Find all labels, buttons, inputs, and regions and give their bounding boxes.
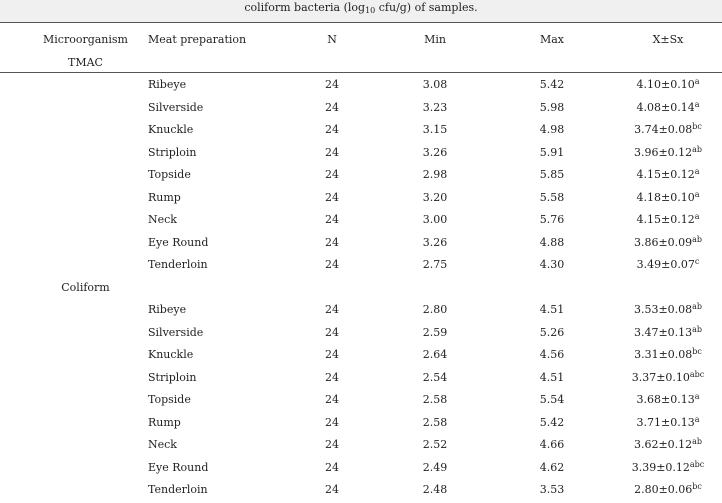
cell-meat-preparation: Neck (148, 213, 177, 226)
mean-sd-value: 4.15±0.12 (636, 168, 695, 181)
cell-min: 2.80 (422, 303, 448, 316)
cell-meat-preparation: Ribeye (148, 303, 187, 316)
cell-n: 24 (325, 168, 339, 181)
mean-sd-value: 3.71±0.13 (636, 415, 695, 429)
cell-mean-sd (618, 236, 718, 250)
header-rule (0, 72, 722, 73)
mean-sd-value: 3.53±0.08 (633, 303, 693, 316)
cell-max: 5.42 (539, 78, 565, 91)
cell-mean-sd (618, 371, 718, 385)
cell-max: 4.51 (539, 303, 565, 316)
cell-mean-sd (618, 303, 718, 317)
cell-n: 24 (325, 393, 339, 406)
significance-letters: a (694, 392, 700, 401)
caption-text: coliform bacteria ($\log_{10}$ cfu/g) of samples. (244, 1, 478, 15)
cell-mean-sd (618, 483, 718, 497)
mean-sd-value: 3.96±0.12 (633, 145, 693, 159)
cell-min: 3.00 (422, 213, 448, 226)
significance-letters: bc (692, 347, 702, 356)
cell-min: 2.75 (422, 258, 448, 271)
mean-sd-value: 4.08±0.14 (636, 100, 695, 114)
header-min: Min (424, 33, 446, 46)
cell-min: 2.52 (422, 438, 448, 451)
mean-sd-value: 3.49±0.07 (636, 258, 695, 271)
mean-sd-value: 3.39±0.12 (631, 460, 690, 474)
cell-meat-preparation: Ribeye (148, 78, 187, 91)
cell-min: 3.26 (422, 145, 448, 159)
cell-mean-sd (618, 438, 718, 452)
cell-max: 4.62 (539, 460, 565, 474)
cell-n: 24 (325, 438, 339, 451)
cell-min: 3.15 (422, 123, 448, 136)
cell-mean-sd (618, 416, 718, 430)
cell-mean-sd (618, 78, 718, 92)
cell-meat-preparation: Tenderloin (148, 483, 208, 496)
cell-mean-sd (618, 258, 718, 272)
significance-letters: ab (692, 302, 703, 311)
cell-min: 2.54 (422, 370, 448, 384)
cell-n: 24 (325, 370, 339, 384)
cell-mean-sd (618, 461, 718, 475)
significance-letters: bc (692, 122, 702, 131)
significance-letters: ab (692, 437, 703, 446)
header-mean-sd: X±Sx (652, 33, 684, 46)
cell-mean-sd (618, 146, 718, 160)
significance-letters: a (694, 167, 700, 176)
cell-meat-preparation: Silverside (148, 325, 204, 339)
cell-meat-preparation: Topside (148, 168, 191, 181)
cell-n: 24 (325, 348, 339, 361)
cell-meat-preparation: Tenderloin (148, 258, 208, 271)
cell-meat-preparation: Silverside (148, 100, 204, 114)
cell-n: 24 (325, 325, 339, 339)
cell-n: 24 (325, 460, 339, 474)
cell-mean-sd (618, 101, 718, 115)
header-meat-preparation: Meat preparation (148, 33, 247, 46)
cell-n: 24 (325, 483, 339, 496)
cell-meat-preparation: Knuckle (148, 123, 194, 136)
cell-mean-sd (618, 393, 718, 407)
significance-letters: a (694, 189, 700, 199)
header-n: N (327, 33, 337, 46)
cell-max: 5.54 (539, 393, 565, 406)
cell-max: 4.51 (539, 370, 565, 384)
cell-max: 5.42 (539, 415, 565, 429)
mean-sd-value: 4.18±0.10 (636, 190, 695, 204)
cell-min: 2.58 (422, 415, 448, 429)
cell-min: 3.08 (422, 78, 448, 91)
cell-meat-preparation: Rump (148, 190, 181, 204)
header-max: Max (539, 33, 565, 46)
table-caption (0, 0, 722, 23)
cell-max: 5.98 (539, 100, 565, 114)
mean-sd-value: 4.15±0.12 (636, 213, 695, 226)
cell-min: 3.23 (422, 100, 448, 114)
significance-letters: a (694, 77, 700, 86)
significance-letters: a (694, 212, 700, 221)
header-microorganism: Microorganism (43, 33, 128, 46)
mean-sd-value: 2.80±0.06 (634, 483, 693, 496)
cell-n: 24 (325, 303, 339, 316)
cell-n: 24 (325, 235, 339, 249)
cell-meat-preparation: Eye Round (148, 235, 209, 249)
cell-min: 2.58 (422, 393, 448, 406)
mean-sd-value: 4.10±0.10 (636, 78, 695, 91)
cell-min: 2.48 (422, 483, 448, 496)
cell-n: 24 (325, 78, 339, 91)
cell-n: 24 (325, 415, 339, 429)
cell-max: 4.98 (539, 123, 565, 136)
mean-sd-value: 3.86±0.09 (633, 235, 693, 249)
cell-min: 3.20 (422, 190, 448, 204)
mean-sd-value: 3.68±0.13 (636, 393, 695, 406)
cell-meat-preparation: Topside (148, 393, 191, 406)
cell-min: 3.26 (422, 235, 448, 249)
significance-letters: c (694, 257, 700, 266)
cell-mean-sd (618, 326, 718, 340)
cell-max: 3.53 (539, 483, 565, 496)
cell-n: 24 (325, 258, 339, 271)
cell-max: 5.58 (539, 190, 565, 204)
group-label-coliform: Coliform (61, 280, 110, 294)
mean-sd-value: 3.47±0.13 (633, 325, 693, 339)
cell-n: 24 (325, 123, 339, 136)
cell-min: 2.49 (422, 460, 448, 474)
cell-n: 24 (325, 100, 339, 114)
group-label-tmac: TMAC (68, 56, 103, 69)
mean-sd-value: 3.62±0.12 (633, 438, 693, 451)
mean-sd-value: 3.37±0.10 (631, 370, 690, 384)
cell-n: 24 (325, 190, 339, 204)
cell-max: 5.85 (539, 168, 565, 181)
cell-meat-preparation: Neck (148, 438, 177, 451)
cell-max: 5.26 (539, 325, 565, 339)
mean-sd-value: 3.31±0.08 (634, 348, 693, 361)
cell-meat-preparation: Striploin (148, 370, 197, 384)
cell-mean-sd (618, 213, 718, 227)
significance-letters: ab (692, 144, 703, 154)
significance-letters: abc (689, 459, 705, 469)
cell-max: 4.56 (539, 348, 565, 361)
cell-meat-preparation: Striploin (148, 145, 197, 159)
cell-n: 24 (325, 213, 339, 226)
cell-max: 4.88 (539, 235, 565, 249)
cell-mean-sd (618, 168, 718, 182)
cell-meat-preparation: Eye Round (148, 460, 209, 474)
cell-min: 2.64 (422, 348, 448, 361)
significance-letters: ab (692, 324, 703, 334)
cell-max: 5.91 (539, 145, 565, 159)
cell-mean-sd (618, 123, 718, 137)
significance-letters: a (694, 414, 700, 424)
cell-min: 2.98 (422, 168, 448, 181)
cell-meat-preparation: Knuckle (148, 348, 194, 361)
cell-max: 4.66 (539, 438, 565, 451)
significance-letters: abc (689, 369, 705, 379)
cell-mean-sd (618, 348, 718, 362)
cell-n: 24 (325, 145, 339, 159)
cell-meat-preparation: Rump (148, 415, 181, 429)
significance-letters: bc (692, 482, 702, 491)
cell-max: 5.76 (539, 213, 565, 226)
cell-max: 4.30 (539, 258, 565, 271)
significance-letters: a (694, 99, 700, 109)
cell-mean-sd (618, 191, 718, 205)
mean-sd-value: 3.74±0.08 (634, 123, 693, 136)
significance-letters: ab (692, 234, 703, 244)
cell-min: 2.59 (422, 325, 448, 339)
